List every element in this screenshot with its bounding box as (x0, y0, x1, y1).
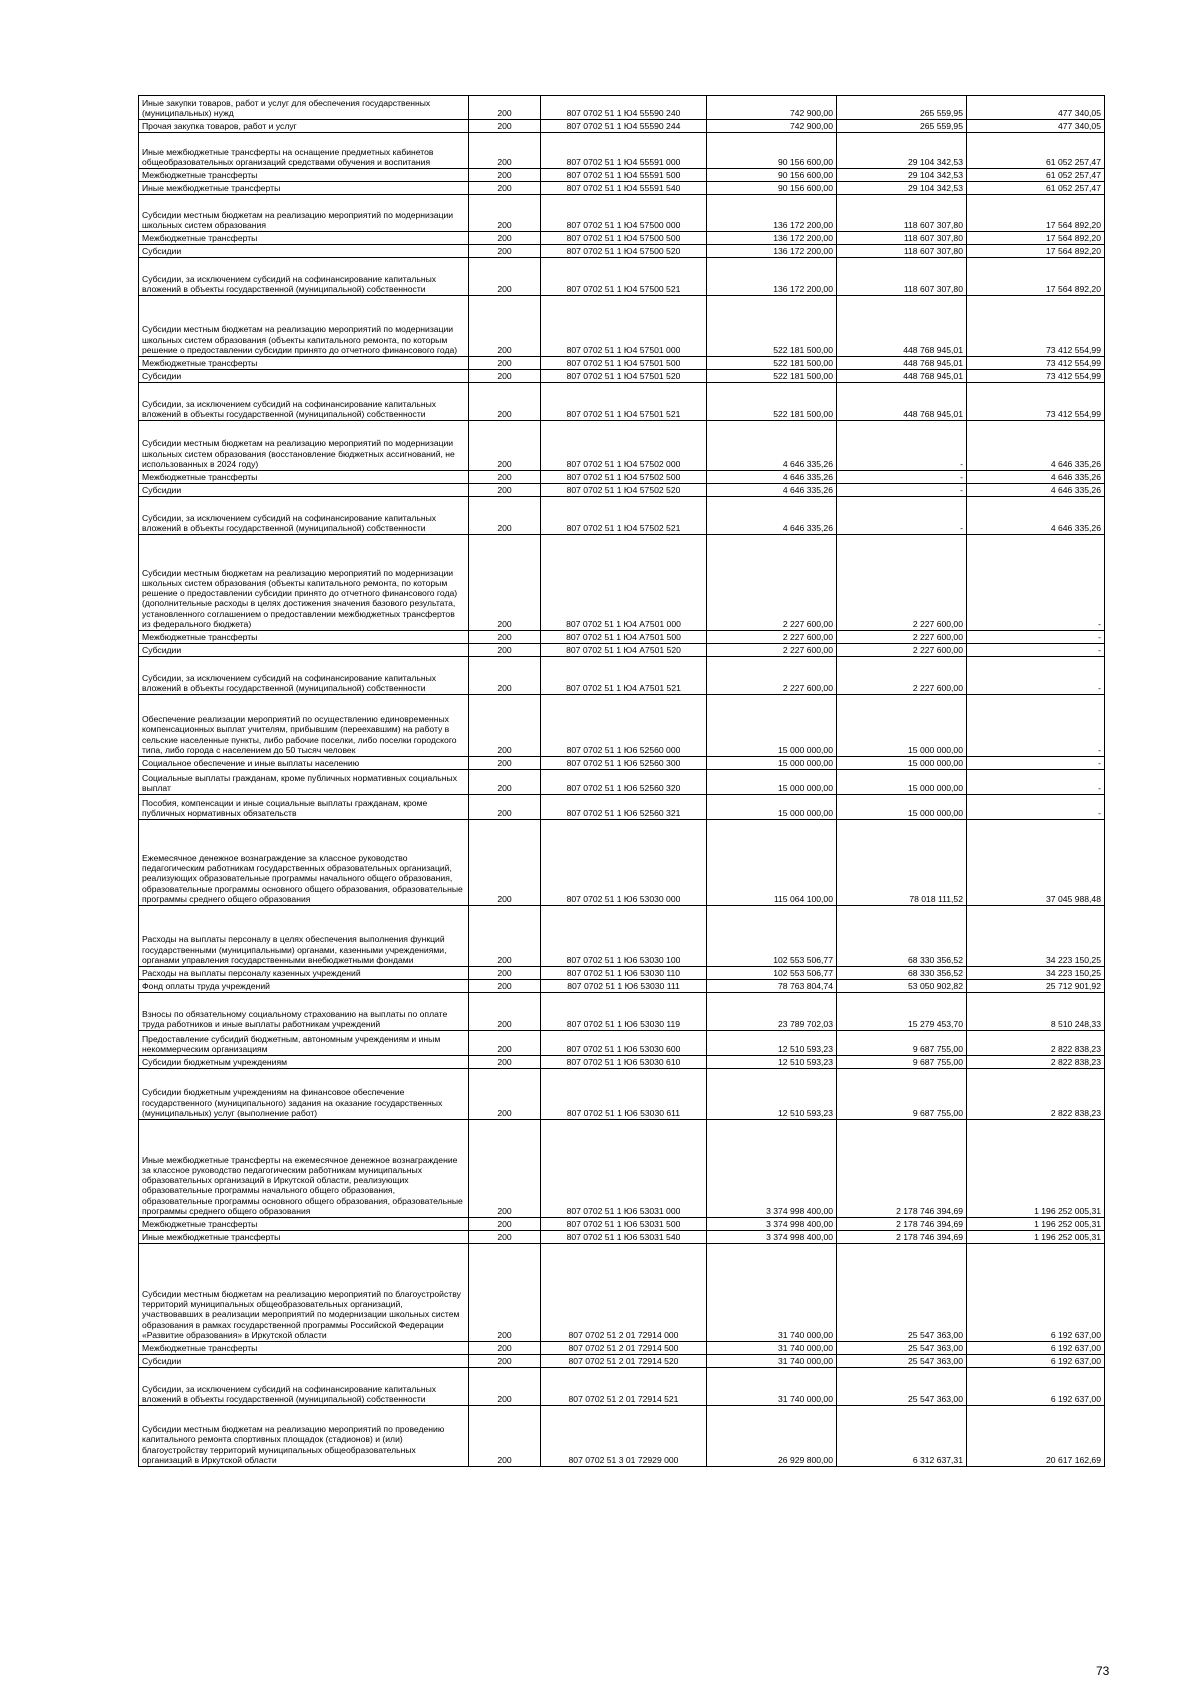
row-approved-cell: 26 929 800,00 (707, 1406, 837, 1467)
row-name-cell: Взносы по обязательному социальному страхованию на выплаты по оплате труда работников и иные выплаты работникам учреждений (139, 993, 469, 1031)
row-unexecuted-cell: 37 045 988,48 (967, 820, 1105, 906)
table-row (139, 1056, 1105, 1069)
row-executed-cell: 25 547 363,00 (837, 1342, 967, 1355)
table-row (139, 993, 1105, 1031)
table-row (139, 906, 1105, 967)
row-code-cell: 200 (469, 133, 541, 169)
table-row (139, 245, 1105, 258)
row-code-cell: 200 (469, 1244, 541, 1342)
row-unexecuted-cell: 6 192 637,00 (967, 1355, 1105, 1368)
row-executed-cell: 9 687 755,00 (837, 1031, 967, 1056)
row-name-cell: Субсидии (139, 484, 469, 497)
row-kbk-cell: 807 0702 51 1 Ю4 А7501 500 (541, 631, 707, 644)
row-code-cell: 200 (469, 1355, 541, 1368)
row-approved-cell: 522 181 500,00 (707, 357, 837, 370)
row-code-cell: 200 (469, 967, 541, 980)
row-name-cell: Расходы на выплаты персоналу в целях обеспечения выполнения функций государственными (муниципальными) органами, казенными учреждениями, органами управления государственными внебюджетными фондами (139, 906, 469, 967)
row-name-cell: Прочая закупка товаров, работ и услуг (139, 120, 469, 133)
row-code-cell: 200 (469, 695, 541, 757)
row-unexecuted-cell: 61 052 257,47 (967, 169, 1105, 182)
row-executed-cell: 2 227 600,00 (837, 631, 967, 644)
row-executed-cell: 9 687 755,00 (837, 1069, 967, 1120)
table-row (139, 232, 1105, 245)
row-kbk-cell: 807 0702 51 1 Ю4 55591 540 (541, 182, 707, 195)
row-kbk-cell: 807 0702 51 1 Ю6 53030 100 (541, 906, 707, 967)
row-executed-cell: 9 687 755,00 (837, 1056, 967, 1069)
row-name-cell: Субсидии (139, 370, 469, 383)
table-row (139, 383, 1105, 421)
row-kbk-cell: 807 0702 51 1 Ю6 53030 610 (541, 1056, 707, 1069)
table-row (139, 1120, 1105, 1218)
row-unexecuted-cell: 6 192 637,00 (967, 1244, 1105, 1342)
row-approved-cell: 2 227 600,00 (707, 657, 837, 695)
row-unexecuted-cell: 477 340,05 (967, 96, 1105, 120)
table-row (139, 1244, 1105, 1342)
row-code-cell: 200 (469, 1056, 541, 1069)
row-name-cell: Социальное обеспечение и иные выплаты населению (139, 757, 469, 770)
row-executed-cell: 78 018 111,52 (837, 820, 967, 906)
row-executed-cell: 68 330 356,52 (837, 967, 967, 980)
row-code-cell: 200 (469, 182, 541, 195)
row-name-cell: Межбюджетные трансферты (139, 1218, 469, 1231)
row-kbk-cell: 807 0702 51 1 Ю4 57500 520 (541, 245, 707, 258)
row-kbk-cell: 807 0702 51 3 01 72929 000 (541, 1406, 707, 1467)
row-unexecuted-cell: 17 564 892,20 (967, 195, 1105, 232)
row-kbk-cell: 807 0702 51 1 Ю6 53031 540 (541, 1231, 707, 1244)
row-code-cell: 200 (469, 757, 541, 770)
row-code-cell: 200 (469, 1120, 541, 1218)
row-unexecuted-cell: 17 564 892,20 (967, 245, 1105, 258)
row-executed-cell: 15 279 453,70 (837, 993, 967, 1031)
table-row (139, 1231, 1105, 1244)
row-kbk-cell: 807 0702 51 1 Ю4 55591 500 (541, 169, 707, 182)
row-executed-cell: 2 178 746 394,69 (837, 1120, 967, 1218)
row-name-cell: Предоставление субсидий бюджетным, автономным учреждениям и иным некоммерческим организациям (139, 1031, 469, 1056)
table-row (139, 980, 1105, 993)
row-code-cell: 200 (469, 195, 541, 232)
row-approved-cell: 90 156 600,00 (707, 182, 837, 195)
row-code-cell: 200 (469, 383, 541, 421)
row-kbk-cell: 807 0702 51 1 Ю6 53031 500 (541, 1218, 707, 1231)
row-kbk-cell: 807 0702 51 1 Ю4 55591 000 (541, 133, 707, 169)
row-approved-cell: 522 181 500,00 (707, 383, 837, 421)
row-name-cell: Фонд оплаты труда учреждений (139, 980, 469, 993)
table-row (139, 795, 1105, 820)
row-code-cell: 200 (469, 471, 541, 484)
row-code-cell: 200 (469, 120, 541, 133)
row-name-cell: Субсидии (139, 245, 469, 258)
row-unexecuted-cell: 4 646 335,26 (967, 484, 1105, 497)
row-approved-cell: 102 553 506,77 (707, 906, 837, 967)
table-row (139, 1069, 1105, 1120)
row-executed-cell: 448 768 945,01 (837, 370, 967, 383)
row-unexecuted-cell: 17 564 892,20 (967, 232, 1105, 245)
row-code-cell: 200 (469, 1368, 541, 1406)
row-executed-cell: 448 768 945,01 (837, 357, 967, 370)
table-row (139, 695, 1105, 757)
row-name-cell: Субсидии (139, 644, 469, 657)
row-unexecuted-cell: 4 646 335,26 (967, 471, 1105, 484)
row-kbk-cell: 807 0702 51 1 Ю6 52560 321 (541, 795, 707, 820)
row-approved-cell: 23 789 702,03 (707, 993, 837, 1031)
row-name-cell: Межбюджетные трансферты (139, 169, 469, 182)
row-name-cell: Иные межбюджетные трансферты (139, 182, 469, 195)
row-name-cell: Субсидии, за исключением субсидий на софинансирование капитальных вложений в объекты государственной (муниципальной) собственности (139, 383, 469, 421)
table-row (139, 820, 1105, 906)
row-approved-cell: 4 646 335,26 (707, 471, 837, 484)
row-kbk-cell: 807 0702 51 1 Ю4 А7501 521 (541, 657, 707, 695)
row-name-cell: Субсидии местным бюджетам на реализацию мероприятий по модернизации школьных систем образования (объекты капитального ремонта, по которым решение о предоставлении субсидии принято до отчетного финансового года) (139, 296, 469, 357)
row-code-cell: 200 (469, 980, 541, 993)
row-kbk-cell: 807 0702 51 1 Ю4 57502 521 (541, 497, 707, 535)
row-kbk-cell: 807 0702 51 1 Ю6 52560 320 (541, 770, 707, 795)
row-code-cell: 200 (469, 245, 541, 258)
row-approved-cell: 12 510 593,23 (707, 1069, 837, 1120)
row-code-cell: 200 (469, 232, 541, 245)
row-executed-cell: 265 559,95 (837, 120, 967, 133)
row-approved-cell: 90 156 600,00 (707, 169, 837, 182)
table-row (139, 657, 1105, 695)
row-kbk-cell: 807 0702 51 1 Ю4 А7501 520 (541, 644, 707, 657)
row-approved-cell: 90 156 600,00 (707, 133, 837, 169)
row-code-cell: 200 (469, 497, 541, 535)
row-executed-cell: 15 000 000,00 (837, 757, 967, 770)
row-kbk-cell: 807 0702 51 1 Ю4 57502 000 (541, 421, 707, 471)
row-approved-cell: 136 172 200,00 (707, 195, 837, 232)
table-row (139, 133, 1105, 169)
row-executed-cell: 118 607 307,80 (837, 245, 967, 258)
row-name-cell: Ежемесячное денежное вознаграждение за классное руководство педагогическим работникам государственных образовательных организаций, реализующих образовательные программы начального общего образования, образовательные программы основного общего образования, образовательные программы среднего общего образования (139, 820, 469, 906)
table-body (139, 96, 1105, 1467)
row-unexecuted-cell: - (967, 757, 1105, 770)
row-approved-cell: 115 064 100,00 (707, 820, 837, 906)
row-code-cell: 200 (469, 993, 541, 1031)
row-approved-cell: 15 000 000,00 (707, 795, 837, 820)
row-name-cell: Субсидии местным бюджетам на реализацию мероприятий по модернизации школьных систем образования (139, 195, 469, 232)
row-kbk-cell: 807 0702 51 2 01 72914 000 (541, 1244, 707, 1342)
row-code-cell: 200 (469, 1031, 541, 1056)
row-code-cell: 200 (469, 770, 541, 795)
row-unexecuted-cell: - (967, 631, 1105, 644)
row-name-cell: Межбюджетные трансферты (139, 1342, 469, 1355)
row-approved-cell: 15 000 000,00 (707, 757, 837, 770)
row-approved-cell: 15 000 000,00 (707, 770, 837, 795)
row-name-cell: Субсидии, за исключением субсидий на софинансирование капитальных вложений в объекты государственной (муниципальной) собственности (139, 258, 469, 296)
row-kbk-cell: 807 0702 51 1 Ю6 53031 000 (541, 1120, 707, 1218)
row-executed-cell: 265 559,95 (837, 96, 967, 120)
row-unexecuted-cell: 1 196 252 005,31 (967, 1218, 1105, 1231)
row-approved-cell: 31 740 000,00 (707, 1368, 837, 1406)
row-name-cell: Межбюджетные трансферты (139, 471, 469, 484)
row-executed-cell: - (837, 471, 967, 484)
row-name-cell: Субсидии местным бюджетам на реализацию мероприятий по проведению капитального ремонта спортивных площадок (стадионов) и (или) благоустройству территорий муниципальных общеобразовательных организаций в Иркутской области (139, 1406, 469, 1467)
row-kbk-cell: 807 0702 51 1 Ю4 57501 520 (541, 370, 707, 383)
row-approved-cell: 31 740 000,00 (707, 1244, 837, 1342)
row-executed-cell: - (837, 421, 967, 471)
row-kbk-cell: 807 0702 51 1 Ю6 53030 000 (541, 820, 707, 906)
row-approved-cell: 31 740 000,00 (707, 1355, 837, 1368)
row-executed-cell: 25 547 363,00 (837, 1355, 967, 1368)
row-unexecuted-cell: 34 223 150,25 (967, 906, 1105, 967)
row-approved-cell: 2 227 600,00 (707, 631, 837, 644)
table-row (139, 1342, 1105, 1355)
row-executed-cell: 53 050 902,82 (837, 980, 967, 993)
row-approved-cell: 136 172 200,00 (707, 245, 837, 258)
row-kbk-cell: 807 0702 51 1 Ю4 57501 500 (541, 357, 707, 370)
table-row (139, 471, 1105, 484)
budget-table-container (138, 95, 1104, 1467)
table-row (139, 296, 1105, 357)
row-kbk-cell: 807 0702 51 1 Ю4 57502 500 (541, 471, 707, 484)
row-unexecuted-cell: - (967, 657, 1105, 695)
row-unexecuted-cell: 6 192 637,00 (967, 1342, 1105, 1355)
row-approved-cell: 2 227 600,00 (707, 644, 837, 657)
row-name-cell: Субсидии местным бюджетам на реализацию мероприятий по модернизации школьных систем образования (объекты капитального ремонта, по которым решение о предоставлении субсидии принято до отчетного финансового года) (дополнительные расходы в целях достижения значения базового результата, установленного соглашением о предоставлении межбюджетных трансфертов из федерального бюджета) (139, 535, 469, 631)
row-executed-cell: 2 227 600,00 (837, 657, 967, 695)
row-approved-cell: 522 181 500,00 (707, 370, 837, 383)
row-code-cell: 200 (469, 820, 541, 906)
row-executed-cell: 68 330 356,52 (837, 906, 967, 967)
row-name-cell: Иные межбюджетные трансферты на ежемесячное денежное вознаграждение за классное руководство педагогическим работникам муниципальных образовательных организаций в Иркутской области, реализующих образовательные программы начального общего образования, образовательные программы основного общего образования, образовательные программы среднего общего образования (139, 1120, 469, 1218)
row-code-cell: 200 (469, 1342, 541, 1355)
row-executed-cell: 2 178 746 394,69 (837, 1231, 967, 1244)
table-row (139, 1031, 1105, 1056)
table-row (139, 1406, 1105, 1467)
row-code-cell: 200 (469, 169, 541, 182)
row-name-cell: Расходы на выплаты персоналу казенных учреждений (139, 967, 469, 980)
table-row (139, 535, 1105, 631)
row-unexecuted-cell: 34 223 150,25 (967, 967, 1105, 980)
row-executed-cell: 15 000 000,00 (837, 770, 967, 795)
row-unexecuted-cell: 17 564 892,20 (967, 258, 1105, 296)
row-executed-cell: 448 768 945,01 (837, 296, 967, 357)
table-row (139, 1218, 1105, 1231)
row-unexecuted-cell: 1 196 252 005,31 (967, 1231, 1105, 1244)
table-row (139, 357, 1105, 370)
row-executed-cell: 2 227 600,00 (837, 535, 967, 631)
row-unexecuted-cell: 2 822 838,23 (967, 1056, 1105, 1069)
row-kbk-cell: 807 0702 51 1 Ю4 57500 000 (541, 195, 707, 232)
row-approved-cell: 12 510 593,23 (707, 1056, 837, 1069)
row-unexecuted-cell: - (967, 644, 1105, 657)
budget-execution-table (138, 95, 1105, 1467)
row-name-cell: Иные межбюджетные трансферты (139, 1231, 469, 1244)
row-approved-cell: 136 172 200,00 (707, 232, 837, 245)
row-executed-cell: 2 178 746 394,69 (837, 1218, 967, 1231)
row-unexecuted-cell: - (967, 535, 1105, 631)
table-row (139, 770, 1105, 795)
row-unexecuted-cell: 25 712 901,92 (967, 980, 1105, 993)
row-executed-cell: - (837, 497, 967, 535)
row-name-cell: Субсидии местным бюджетам на реализацию мероприятий по модернизации школьных систем образования (восстановление бюджетных ассигнований, не использованных в 2024 году) (139, 421, 469, 471)
row-kbk-cell: 807 0702 51 1 Ю4 57501 000 (541, 296, 707, 357)
row-kbk-cell: 807 0702 51 1 Ю4 57500 521 (541, 258, 707, 296)
row-executed-cell: 118 607 307,80 (837, 258, 967, 296)
row-unexecuted-cell: 73 412 554,99 (967, 383, 1105, 421)
row-code-cell: 200 (469, 421, 541, 471)
row-unexecuted-cell: 8 510 248,33 (967, 993, 1105, 1031)
table-row (139, 370, 1105, 383)
row-name-cell: Субсидии, за исключением субсидий на софинансирование капитальных вложений в объекты государственной (муниципальной) собственности (139, 497, 469, 535)
row-unexecuted-cell: 73 412 554,99 (967, 357, 1105, 370)
row-approved-cell: 3 374 998 400,00 (707, 1218, 837, 1231)
row-executed-cell: 118 607 307,80 (837, 195, 967, 232)
row-kbk-cell: 807 0702 51 2 01 72914 521 (541, 1368, 707, 1406)
row-kbk-cell: 807 0702 51 1 Ю6 53030 611 (541, 1069, 707, 1120)
row-unexecuted-cell: 61 052 257,47 (967, 133, 1105, 169)
table-row (139, 182, 1105, 195)
row-unexecuted-cell: 6 192 637,00 (967, 1368, 1105, 1406)
row-code-cell: 200 (469, 357, 541, 370)
row-name-cell: Субсидии местным бюджетам на реализацию мероприятий по благоустройству территорий муниципальных общеобразовательных организаций, участвовавших в реализации мероприятий по модернизации школьных систем образования в рамках государственной программы Российской Федерации «Развитие образования» в Иркутской области (139, 1244, 469, 1342)
row-unexecuted-cell: 73 412 554,99 (967, 296, 1105, 357)
row-approved-cell: 4 646 335,26 (707, 421, 837, 471)
row-approved-cell: 742 900,00 (707, 120, 837, 133)
row-kbk-cell: 807 0702 51 1 Ю4 57502 520 (541, 484, 707, 497)
table-row (139, 421, 1105, 471)
table-row (139, 195, 1105, 232)
table-row (139, 484, 1105, 497)
table-row (139, 258, 1105, 296)
row-executed-cell: 25 547 363,00 (837, 1244, 967, 1342)
row-unexecuted-cell: 4 646 335,26 (967, 421, 1105, 471)
row-approved-cell: 136 172 200,00 (707, 258, 837, 296)
row-unexecuted-cell: 61 052 257,47 (967, 182, 1105, 195)
row-approved-cell: 78 763 804,74 (707, 980, 837, 993)
row-unexecuted-cell: 20 617 162,69 (967, 1406, 1105, 1467)
row-approved-cell: 522 181 500,00 (707, 296, 837, 357)
row-name-cell: Субсидии, за исключением субсидий на софинансирование капитальных вложений в объекты государственной (муниципальной) собственности (139, 657, 469, 695)
row-executed-cell: 25 547 363,00 (837, 1368, 967, 1406)
row-code-cell: 200 (469, 644, 541, 657)
row-code-cell: 200 (469, 1218, 541, 1231)
table-row (139, 631, 1105, 644)
table-row (139, 169, 1105, 182)
row-approved-cell: 742 900,00 (707, 96, 837, 120)
row-code-cell: 200 (469, 258, 541, 296)
row-code-cell: 200 (469, 296, 541, 357)
row-code-cell: 200 (469, 906, 541, 967)
row-name-cell: Социальные выплаты гражданам, кроме публичных нормативных социальных выплат (139, 770, 469, 795)
row-kbk-cell: 807 0702 51 1 Ю4 57501 521 (541, 383, 707, 421)
table-row (139, 757, 1105, 770)
row-code-cell: 200 (469, 370, 541, 383)
row-code-cell: 200 (469, 535, 541, 631)
row-code-cell: 200 (469, 1231, 541, 1244)
row-code-cell: 200 (469, 657, 541, 695)
row-executed-cell: 15 000 000,00 (837, 795, 967, 820)
row-approved-cell: 3 374 998 400,00 (707, 1231, 837, 1244)
row-executed-cell: - (837, 484, 967, 497)
row-kbk-cell: 807 0702 51 2 01 72914 500 (541, 1342, 707, 1355)
row-kbk-cell: 807 0702 51 1 Ю4 55590 244 (541, 120, 707, 133)
table-row (139, 1368, 1105, 1406)
row-code-cell: 200 (469, 795, 541, 820)
table-row (139, 96, 1105, 120)
row-unexecuted-cell: 73 412 554,99 (967, 370, 1105, 383)
row-name-cell: Субсидии, за исключением субсидий на софинансирование капитальных вложений в объекты государственной (муниципальной) собственности (139, 1368, 469, 1406)
row-executed-cell: 2 227 600,00 (837, 644, 967, 657)
row-executed-cell: 448 768 945,01 (837, 383, 967, 421)
row-unexecuted-cell: 477 340,05 (967, 120, 1105, 133)
row-executed-cell: 29 104 342,53 (837, 133, 967, 169)
row-unexecuted-cell: - (967, 795, 1105, 820)
row-name-cell: Межбюджетные трансферты (139, 232, 469, 245)
row-executed-cell: 29 104 342,53 (837, 169, 967, 182)
row-code-cell: 200 (469, 631, 541, 644)
table-row (139, 120, 1105, 133)
row-kbk-cell: 807 0702 51 1 Ю6 53030 600 (541, 1031, 707, 1056)
row-unexecuted-cell: 1 196 252 005,31 (967, 1120, 1105, 1218)
row-kbk-cell: 807 0702 51 1 Ю6 53030 111 (541, 980, 707, 993)
row-approved-cell: 102 553 506,77 (707, 967, 837, 980)
row-code-cell: 200 (469, 96, 541, 120)
table-row (139, 644, 1105, 657)
row-kbk-cell: 807 0702 51 1 Ю4 57500 500 (541, 232, 707, 245)
row-approved-cell: 12 510 593,23 (707, 1031, 837, 1056)
row-code-cell: 200 (469, 1406, 541, 1467)
row-approved-cell: 4 646 335,26 (707, 497, 837, 535)
row-approved-cell: 2 227 600,00 (707, 535, 837, 631)
row-executed-cell: 6 312 637,31 (837, 1406, 967, 1467)
row-kbk-cell: 807 0702 51 1 Ю4 55590 240 (541, 96, 707, 120)
row-executed-cell: 29 104 342,53 (837, 182, 967, 195)
row-unexecuted-cell: 2 822 838,23 (967, 1069, 1105, 1120)
row-unexecuted-cell: 2 822 838,23 (967, 1031, 1105, 1056)
row-name-cell: Иные закупки товаров, работ и услуг для обеспечения государственных (муниципальных) нужд (139, 96, 469, 120)
row-unexecuted-cell: - (967, 695, 1105, 757)
row-name-cell: Обеспечение реализации мероприятий по осуществлению единовременных компенсационных выплат учителям, прибывшим (переехавшим) на работу в сельские населенные пункты, либо рабочие поселки, либо поселки городского типа, либо города с населением до 50 тысяч человек (139, 695, 469, 757)
row-name-cell: Пособия, компенсации и иные социальные выплаты гражданам, кроме публичных нормативных обязательств (139, 795, 469, 820)
row-code-cell: 200 (469, 1069, 541, 1120)
row-name-cell: Субсидии бюджетным учреждениям на финансовое обеспечение государственного (муниципального) задания на оказание государственных (муниципальных) услуг (выполнение работ) (139, 1069, 469, 1120)
row-executed-cell: 15 000 000,00 (837, 695, 967, 757)
table-row (139, 1355, 1105, 1368)
row-unexecuted-cell: 4 646 335,26 (967, 497, 1105, 535)
row-kbk-cell: 807 0702 51 1 Ю6 52560 000 (541, 695, 707, 757)
page-number: 73 (1096, 1664, 1110, 1678)
row-kbk-cell: 807 0702 51 1 Ю4 А7501 000 (541, 535, 707, 631)
row-executed-cell: 118 607 307,80 (837, 232, 967, 245)
row-name-cell: Межбюджетные трансферты (139, 631, 469, 644)
row-name-cell: Иные межбюджетные трансферты на оснащение предметных кабинетов общеобразовательных организаций средствами обучения и воспитания (139, 133, 469, 169)
table-row (139, 967, 1105, 980)
row-approved-cell: 31 740 000,00 (707, 1342, 837, 1355)
row-kbk-cell: 807 0702 51 1 Ю6 53030 110 (541, 967, 707, 980)
row-unexecuted-cell: - (967, 770, 1105, 795)
row-kbk-cell: 807 0702 51 1 Ю6 52560 300 (541, 757, 707, 770)
row-name-cell: Субсидии (139, 1355, 469, 1368)
row-name-cell: Субсидии бюджетным учреждениям (139, 1056, 469, 1069)
row-approved-cell: 15 000 000,00 (707, 695, 837, 757)
row-name-cell: Межбюджетные трансферты (139, 357, 469, 370)
row-approved-cell: 3 374 998 400,00 (707, 1120, 837, 1218)
row-kbk-cell: 807 0702 51 1 Ю6 53030 119 (541, 993, 707, 1031)
row-code-cell: 200 (469, 484, 541, 497)
table-row (139, 497, 1105, 535)
row-approved-cell: 4 646 335,26 (707, 484, 837, 497)
row-kbk-cell: 807 0702 51 2 01 72914 520 (541, 1355, 707, 1368)
